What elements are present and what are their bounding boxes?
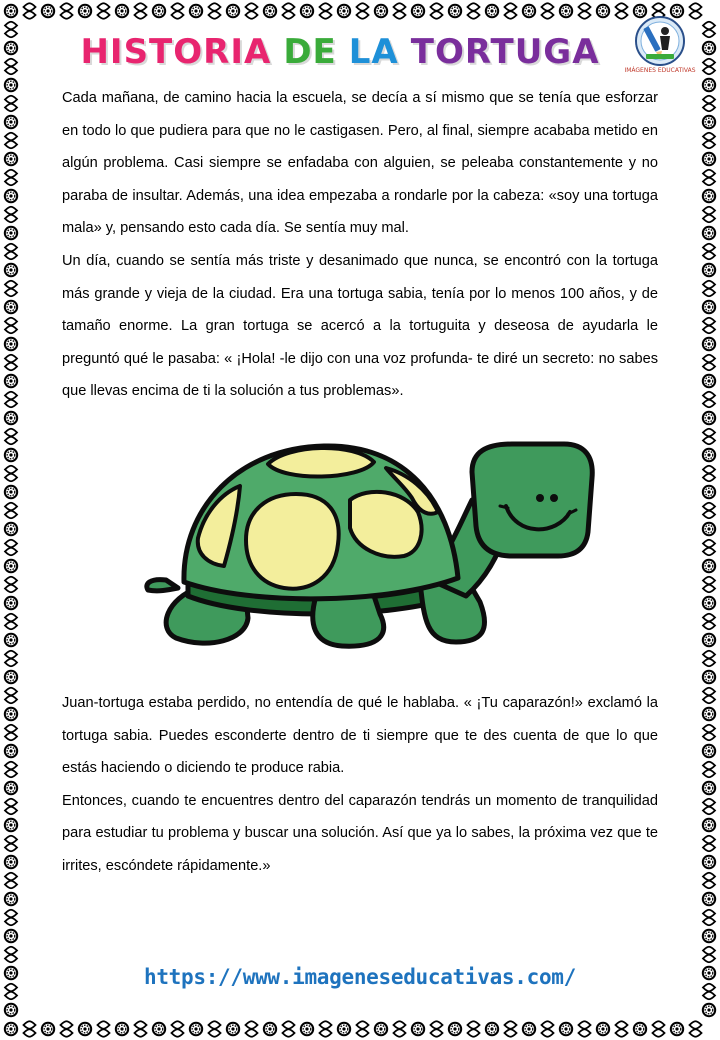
title-word: LA [348,32,399,72]
website-link[interactable]: https://www.imageneseducativas.com/ [143,965,576,989]
smiling-turtle-icon [128,428,598,660]
story-paragraph: Un día, cuando se sentía más triste y desanimado que nunca, se encontró con la tortuga más grande y vieja de la ciudad. Era una tortuga sabia, tenía por lo menos 100 años, y de tamaño enorme. La gran tortuga se acercó a la tortuguita y deseosa de ayudarla le preguntó qué le pasaba: « ¡Hola! -le dijo con una voz profunda- te diré un secreto: no sabes que llevas encima de ti la solución a tus problemas». [62,252,658,400]
logo-text: IMÁGENES EDUCATIVAS [624,67,696,74]
pencil-figure-logo-icon [624,14,696,76]
story-paragraph: Juan-tortuga estaba perdido, no entendía de qué le hablaba. « ¡Tu caparazón!» exclamó la tortuga sabia. Puedes esconderte dentro de ti siempre que te des cuenta de que lo que estás haciendo o diciendo te produce rabia. [62,695,658,777]
story-paragraph: Entonces, cuando te encuentres dentro del caparazón tendrás un momento de tranquilidad para estudiar tu problema y buscar una solución. Así que ya lo sabes, la próxima vez que te irrites, escóndete rápidamente.» [62,792,658,874]
story-paragraph: Cada mañana, de camino hacia la escuela, se decía a sí mismo que se tenía que esforzar en todo lo que pudiera para que no le castigasen. Pero, al final, siempre acababa metido en algún problema. Casi siempre se enfadaba con alguien, se peleaba constantemente y no paraba de insultar. Además, una idea empezaba a rondarle por la cabeza: «soy una tortuga mala» y, pensando esto cada día. Se sentía muy mal. [62,90,658,237]
page-title [60,30,620,74]
title-word: HISTORIA [80,32,272,72]
title-word: DE [283,32,337,72]
story-bottom [62,687,658,883]
story-top [62,82,658,408]
title-word: TORTUGA [410,32,600,72]
